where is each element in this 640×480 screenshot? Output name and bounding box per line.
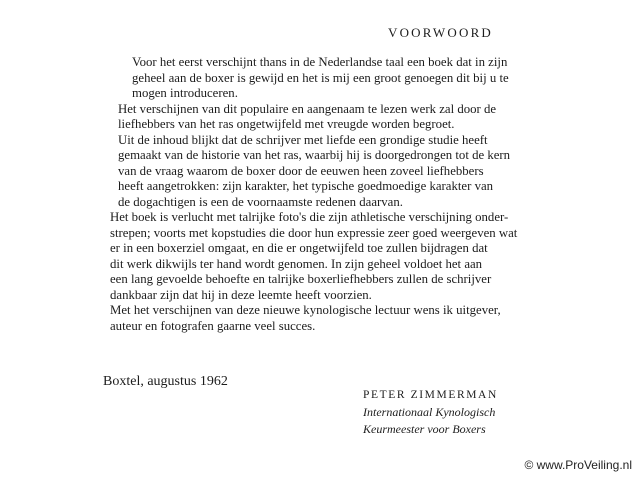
text-line: Met het verschijnen van deze nieuwe kynologische lectuur wens ik uitgever, (110, 303, 501, 317)
place-and-date: Boxtel, augustus 1962 (103, 374, 228, 389)
paragraph-4 (110, 210, 580, 303)
text-line: Het verschijnen van dit populaire en aangenaam te lezen werk zal door de (118, 101, 497, 116)
text-line: van de vraag waarom de boxer door de eeuwen heen zoveel liefhebbers (118, 163, 484, 178)
paragraph-3 (110, 133, 580, 211)
paragraph-5 (110, 303, 580, 334)
page-heading: VOORWOORD (388, 25, 494, 40)
text-line: een lang gevoelde behoefte en talrijke boxerliefhebbers zullen de schrijver (110, 272, 492, 286)
text-line: Het boek is verlucht met talrijke foto's die zijn athletische verschijning onder- (110, 210, 509, 224)
text-line: de dogachtigen is een de voornaamste redenen daarvan. (118, 194, 403, 209)
text-line: liefhebbers van het ras ongetwijfeld met vreugde worden begroet. (118, 117, 455, 131)
text-line: heeft aangetrokken: zijn karakter, het typische goedmoedige karakter van (118, 179, 494, 193)
paragraph-1 (110, 55, 580, 102)
text-line: geheel aan de boxer is gewijd en het is mij een groot genoegen dit bij u te (132, 70, 509, 85)
text-line: dankbaar zijn dat hij in deze leemte heeft voorzien. (110, 287, 372, 302)
text-line: Uit de inhoud blijkt dat de schrijver met liefde een grondige studie heeft (118, 132, 488, 147)
signature-block (363, 387, 498, 438)
text-line: auteur en fotografen gaarne veel succes. (110, 318, 316, 333)
signatory-title-line-1: Internationaal Kynologisch (363, 405, 496, 419)
text-line: dit werk dikwijls ter hand wordt genomen. In zijn geheel voldoet het aan (110, 256, 483, 271)
signatory-title-line-2: Keurmeester voor Boxers (363, 422, 486, 436)
watermark: © www.ProVeiling.nl (524, 458, 632, 472)
text-line: Voor het eerst verschijnt thans in de Nederlandse taal een boek dat in zijn (132, 55, 508, 69)
foreword-body (110, 55, 580, 334)
text-line: mogen introduceren. (132, 86, 238, 100)
text-line: strepen; voorts met kopstudies die door hun expressie zeer goed weergeven wat (110, 225, 518, 240)
signatory-name: PETER ZIMMERMAN (363, 389, 498, 401)
paragraph-2 (110, 102, 580, 133)
text-line: er in een boxerziel omgaat, en die er ongetwijfeld toe zullen bijdragen dat (110, 241, 488, 255)
text-line: gemaakt van de historie van het ras, waarbij hij is doorgedrongen tot de kern (118, 148, 511, 162)
